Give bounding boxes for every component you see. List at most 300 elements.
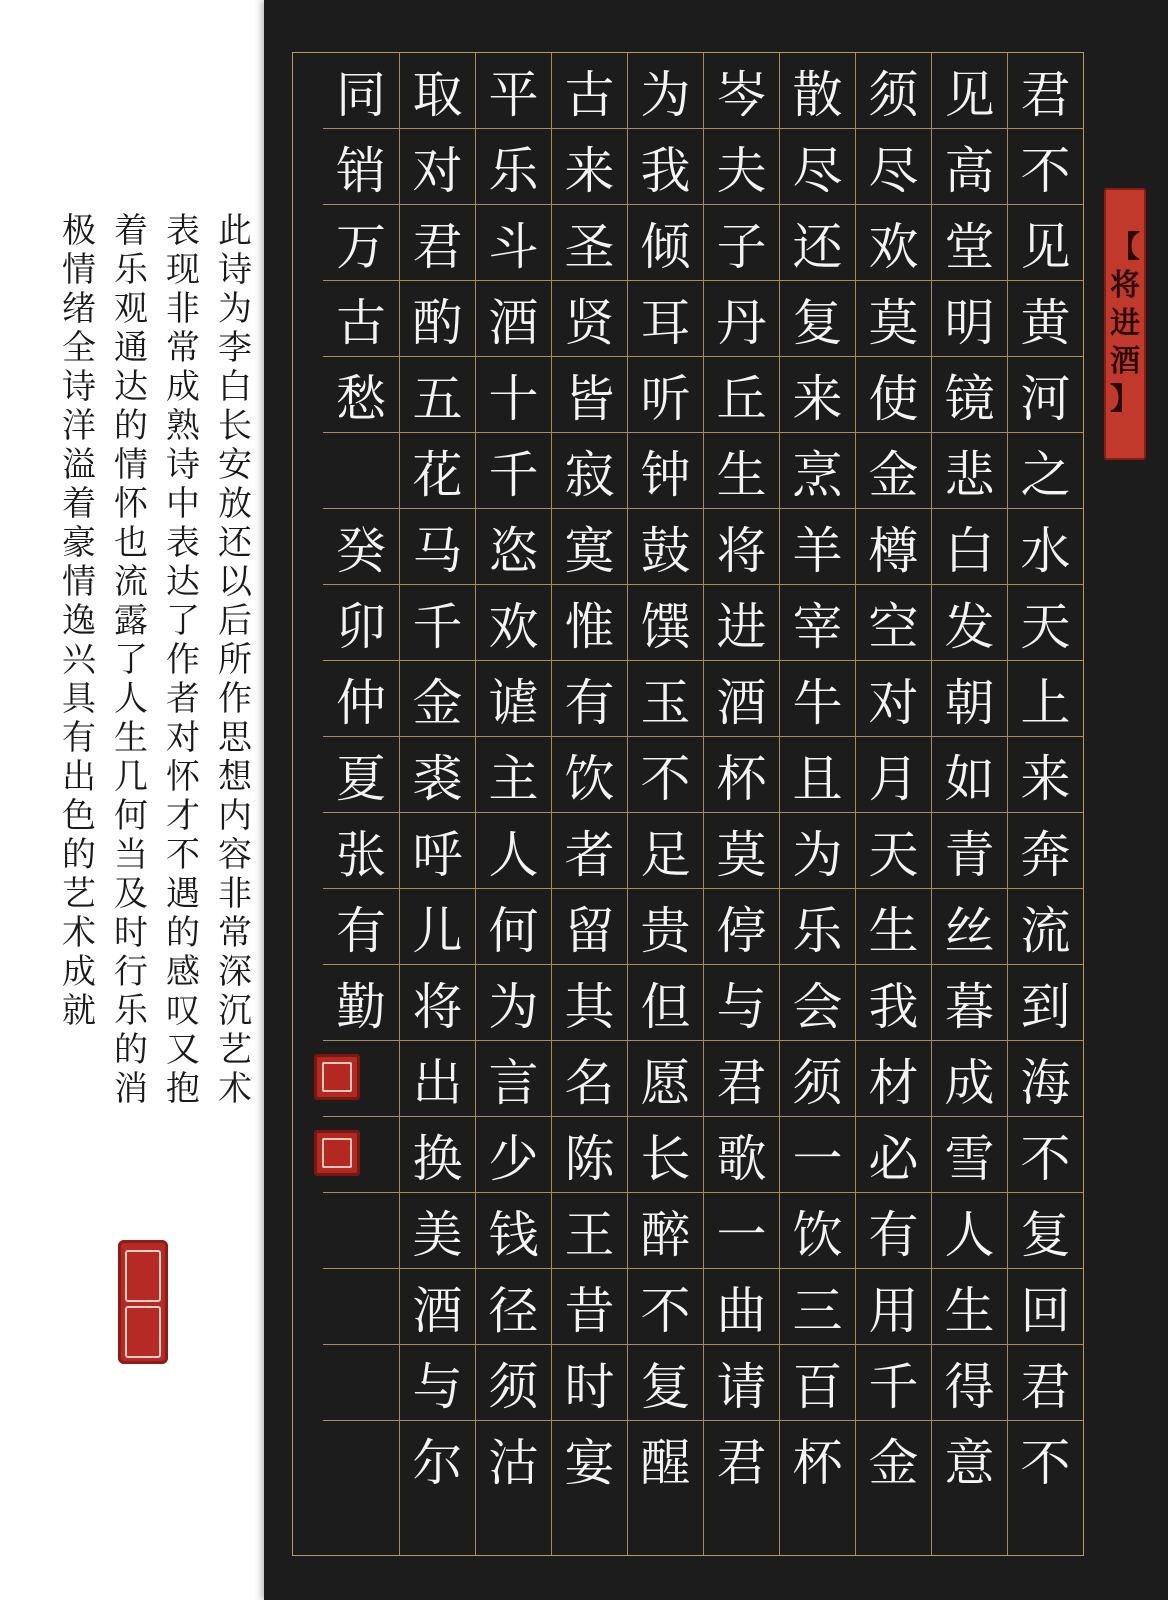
grid-cell: 同 — [323, 53, 399, 129]
grid-cell: 暮 — [932, 965, 1007, 1041]
grid-cell: 醉 — [628, 1193, 703, 1269]
grid-cell: 金 — [868, 1434, 919, 1492]
inscription-char: 所 — [218, 640, 252, 680]
grid-cell: 君 — [1008, 1345, 1083, 1421]
grid-cell: 来 — [1008, 737, 1083, 813]
grid-cell: 岑 — [704, 53, 779, 129]
grid-cell: 请 — [704, 1345, 779, 1421]
grid-cell: 酒 — [704, 661, 779, 737]
grid-cell: 万 — [323, 205, 399, 281]
grid-cell: 癸 — [323, 509, 399, 585]
inscription-char: 时 — [114, 913, 148, 953]
grid-cell: 马 — [400, 509, 475, 585]
inscription-char: 中 — [166, 484, 200, 524]
inscription-char: 成 — [62, 952, 96, 992]
inscription-char: 艺 — [62, 874, 96, 914]
grid-cell: 销 — [323, 129, 399, 205]
inscription-char: 具 — [62, 679, 96, 719]
grid-cell: 饮 — [552, 737, 627, 813]
grid-column — [399, 53, 475, 1555]
grid-cell: 圣 — [552, 205, 627, 281]
grid-cell: 酒 — [476, 281, 551, 357]
grid-cell: 贵 — [628, 889, 703, 965]
inscription-char: 此 — [218, 211, 252, 251]
grid-cell: 十 — [476, 357, 551, 433]
inscription-char: 现 — [166, 250, 200, 290]
grid-column — [779, 53, 855, 1555]
grid-cell: 恣 — [476, 509, 551, 585]
grid-cell: 昔 — [552, 1269, 627, 1345]
grid-cell: 主 — [476, 737, 551, 813]
grid-cell: 皆 — [552, 357, 627, 433]
grid-cell — [323, 433, 399, 509]
inscription-char: 全 — [62, 328, 96, 368]
grid-cell: 夫 — [704, 129, 779, 205]
grid-cell: 上 — [1008, 661, 1083, 737]
inscription-char: 诗 — [62, 367, 96, 407]
grid-cell: 古 — [323, 281, 399, 357]
grid-cell: 儿 — [400, 889, 475, 965]
grid-cell: 与 — [704, 965, 779, 1041]
grid-cell: 一 — [704, 1193, 779, 1269]
inscription-char: 通 — [114, 328, 148, 368]
grid-cell: 子 — [704, 205, 779, 281]
grid-cell: 樽 — [856, 509, 931, 585]
grid-cell: 生 — [704, 433, 779, 509]
inscription-char: 流 — [114, 562, 148, 602]
inscription-char: 对 — [166, 718, 200, 758]
inscription-char: 怀 — [166, 757, 200, 797]
inscription-char: 熟 — [166, 406, 200, 446]
grid-cell: 回 — [1008, 1269, 1083, 1345]
inscription-char: 出 — [62, 757, 96, 797]
grid-cell: 陈 — [552, 1117, 627, 1193]
inscription-char: 遇 — [166, 874, 200, 914]
grid-cell: 径 — [476, 1269, 551, 1345]
grid-cell: 须 — [780, 1041, 855, 1117]
inscription-char: 常 — [218, 913, 252, 953]
inscription-char: 长 — [218, 406, 252, 446]
grid-cell: 钟 — [628, 433, 703, 509]
grid-cell: 散 — [780, 53, 855, 129]
inscription-char: 非 — [218, 874, 252, 914]
inscription-char: 感 — [166, 952, 200, 992]
inscription-char: 思 — [218, 718, 252, 758]
grid-cell: 酌 — [400, 281, 475, 357]
inscription-column — [106, 212, 156, 1212]
inscription-char: 也 — [114, 523, 148, 563]
grid-cell: 一 — [780, 1117, 855, 1193]
grid-cell: 海 — [1008, 1041, 1083, 1117]
grid-cell: 天 — [856, 813, 931, 889]
grid-cell: 为 — [628, 53, 703, 129]
grid-cell: 高 — [932, 129, 1007, 205]
grid-cell: 镜 — [932, 357, 1007, 433]
inscription-char: 豪 — [62, 523, 96, 563]
inscription-char: 就 — [62, 991, 96, 1031]
grid-cell: 羊 — [780, 509, 855, 585]
inscription-char: 逸 — [62, 601, 96, 641]
grid-cell: 为 — [780, 813, 855, 889]
grid-cell: 生 — [856, 889, 931, 965]
grid-cell: 沽 — [488, 1434, 539, 1492]
grid-cell: 寂 — [552, 433, 627, 509]
inscription-char: 不 — [166, 835, 200, 875]
inscription-char: 了 — [114, 640, 148, 680]
inscription-column — [158, 212, 208, 1212]
title-char: 将 — [1110, 268, 1140, 303]
grid-cell: 莫 — [856, 281, 931, 357]
inscription-char: 行 — [114, 952, 148, 992]
grid-cell: 对 — [856, 661, 931, 737]
grid-cell: 用 — [856, 1269, 931, 1345]
inscription-char: 人 — [114, 679, 148, 719]
grid-cell: 饮 — [780, 1193, 855, 1269]
grid-cell: 不 — [1008, 1117, 1083, 1193]
grid-cell: 来 — [780, 357, 855, 433]
grid-cell: 时 — [552, 1345, 627, 1421]
grid-cell: 金 — [856, 433, 931, 509]
inscription-char: 达 — [114, 367, 148, 407]
inscription-char: 情 — [62, 562, 96, 602]
inscription-char: 深 — [218, 952, 252, 992]
grid-cell: 长 — [628, 1117, 703, 1193]
seal-mark-bottom — [125, 1306, 161, 1358]
grid-cell: 朝 — [932, 661, 1007, 737]
inscription-char: 诗 — [218, 250, 252, 290]
inscription-char: 有 — [62, 718, 96, 758]
grid-cell: 取 — [400, 53, 475, 129]
grid-cell: 换 — [400, 1117, 475, 1193]
grid-cell: 白 — [932, 509, 1007, 585]
grid-column — [323, 53, 399, 1555]
inscription-char: 怀 — [114, 484, 148, 524]
grid-cell: 倾 — [628, 205, 703, 281]
grid-cell: 欢 — [476, 585, 551, 661]
grid-cell: 黄 — [1008, 281, 1083, 357]
grid-cell: 欢 — [856, 205, 931, 281]
grid-cell: 乐 — [476, 129, 551, 205]
grid-cell: 君 — [1008, 53, 1083, 129]
inscription-char: 白 — [218, 367, 252, 407]
artist-seal-large — [118, 1240, 168, 1364]
grid-cell: 古 — [552, 53, 627, 129]
grid-cell: 金 — [400, 661, 475, 737]
grid-cell: 不 — [1008, 129, 1083, 205]
inscription-char: 诗 — [166, 445, 200, 485]
seal-mark-top — [125, 1250, 161, 1302]
grid-cell: 得 — [932, 1345, 1007, 1421]
grid-cell: 复 — [628, 1345, 703, 1421]
grid-cell: 呼 — [400, 813, 475, 889]
inscription-char: 安 — [218, 445, 252, 485]
grid-cell: 千 — [476, 433, 551, 509]
grid-cell: 酒 — [400, 1269, 475, 1345]
grid-cell: 平 — [476, 53, 551, 129]
grid-cell: 五 — [400, 357, 475, 433]
grid-cell: 发 — [932, 585, 1007, 661]
grid-cell: 月 — [856, 737, 931, 813]
grid-cell: 曲 — [704, 1269, 779, 1345]
inscription-char: 表 — [166, 211, 200, 251]
inscription-char: 非 — [166, 289, 200, 329]
grid-cell — [323, 1193, 399, 1269]
grid-cell: 乐 — [780, 889, 855, 965]
inscription-char: 当 — [114, 835, 148, 875]
grid-cell: 三 — [780, 1269, 855, 1345]
poem-title-label — [1104, 188, 1146, 460]
inscription-char: 艺 — [218, 1030, 252, 1070]
grid-cell: 玉 — [628, 661, 703, 737]
grid-cell: 且 — [780, 737, 855, 813]
grid-cell: 空 — [856, 585, 931, 661]
grid-cell: 堂 — [932, 205, 1007, 281]
inscription-char: 又 — [166, 1030, 200, 1070]
grid-cell: 卯 — [323, 585, 399, 661]
grid-cell: 愁 — [323, 357, 399, 433]
grid-cell: 对 — [400, 129, 475, 205]
grid-cell: 不 — [628, 1269, 703, 1345]
grid-cell: 千 — [856, 1345, 931, 1421]
inscription-char: 想 — [218, 757, 252, 797]
inscription-char: 消 — [114, 1069, 148, 1109]
grid-cell: 钱 — [476, 1193, 551, 1269]
grid-cell: 有 — [552, 661, 627, 737]
character-grid — [292, 52, 1084, 1556]
inscription-char: 抱 — [166, 1069, 200, 1109]
grid-cell: 君 — [400, 205, 475, 281]
grid-cell: 复 — [780, 281, 855, 357]
inscription-char: 情 — [62, 250, 96, 290]
grid-cell: 惟 — [552, 585, 627, 661]
grid-cell: 出 — [400, 1041, 475, 1117]
grid-cell: 张 — [323, 813, 399, 889]
grid-cell: 丝 — [932, 889, 1007, 965]
inscription-char: 以 — [218, 562, 252, 602]
grid-cell: 裘 — [400, 737, 475, 813]
inscription-char: 的 — [62, 835, 96, 875]
grid-column — [931, 53, 1007, 1555]
grid-cell: 丘 — [704, 357, 779, 433]
grid-column — [551, 53, 627, 1555]
grid-cell: 夏 — [323, 737, 399, 813]
grid-cell: 意 — [944, 1434, 995, 1492]
inscription-char: 才 — [166, 796, 200, 836]
grid-column — [703, 53, 779, 1555]
inscription-char: 几 — [114, 757, 148, 797]
grid-cell: 宴 — [564, 1434, 615, 1492]
grid-cell: 流 — [1008, 889, 1083, 965]
inscription-char: 生 — [114, 718, 148, 758]
grid-cell: 人 — [476, 813, 551, 889]
grid-cell: 雪 — [932, 1117, 1007, 1193]
inscription-char: 的 — [114, 406, 148, 446]
grid-cell: 我 — [856, 965, 931, 1041]
grid-cell: 足 — [628, 813, 703, 889]
inscription-char: 内 — [218, 796, 252, 836]
grid-column — [627, 53, 703, 1555]
grid-cell: 天 — [1008, 585, 1083, 661]
inscription-char: 情 — [114, 445, 148, 485]
inscription-char: 及 — [114, 874, 148, 914]
inscription-char: 溢 — [62, 445, 96, 485]
inscription-char: 还 — [218, 523, 252, 563]
inscription-column — [210, 212, 260, 1212]
inscription-char: 极 — [62, 211, 96, 251]
inscription-char: 术 — [62, 913, 96, 953]
inscription-char: 为 — [218, 289, 252, 329]
inscription-char: 成 — [166, 367, 200, 407]
grid-cell: 为 — [476, 965, 551, 1041]
inscription-char: 容 — [218, 835, 252, 875]
grid-column — [1007, 53, 1083, 1555]
grid-cell: 须 — [476, 1345, 551, 1421]
grid-cell: 将 — [400, 965, 475, 1041]
grid-cell: 生 — [932, 1269, 1007, 1345]
inscription-column — [54, 212, 104, 1212]
grid-cell: 使 — [856, 357, 931, 433]
grid-cell: 斗 — [476, 205, 551, 281]
inscription-char: 的 — [166, 913, 200, 953]
inscription-char: 绪 — [62, 289, 96, 329]
inscription-char: 者 — [166, 679, 200, 719]
grid-cell: 如 — [932, 737, 1007, 813]
grid-cell: 还 — [780, 205, 855, 281]
grid-cell: 牛 — [780, 661, 855, 737]
inscription-char: 乐 — [114, 250, 148, 290]
grid-cell: 君 — [716, 1434, 767, 1492]
grid-cell: 言 — [476, 1041, 551, 1117]
grid-cell: 留 — [552, 889, 627, 965]
inscription-char: 着 — [62, 484, 96, 524]
grid-cell: 到 — [1008, 965, 1083, 1041]
inscription-char: 乐 — [114, 991, 148, 1031]
grid-column — [855, 53, 931, 1555]
inscription-char: 放 — [218, 484, 252, 524]
grid-cell: 但 — [628, 965, 703, 1041]
grid-cell: 明 — [932, 281, 1007, 357]
grid-cell: 河 — [1008, 357, 1083, 433]
inscription-char: 作 — [218, 679, 252, 719]
grid-cell: 有 — [323, 889, 399, 965]
inscription-char: 了 — [166, 601, 200, 641]
grid-cell: 宰 — [780, 585, 855, 661]
black-paper-panel — [264, 0, 1168, 1600]
grid-cell: 须 — [856, 53, 931, 129]
inscription-char: 何 — [114, 796, 148, 836]
inscription-char: 达 — [166, 562, 200, 602]
grid-cell: 杯 — [704, 737, 779, 813]
grid-cell: 进 — [704, 585, 779, 661]
grid-cell: 人 — [932, 1193, 1007, 1269]
grid-cell: 悲 — [932, 433, 1007, 509]
grid-cell — [323, 1269, 399, 1345]
grid-cell: 来 — [552, 129, 627, 205]
grid-cell: 王 — [552, 1193, 627, 1269]
inscription-char: 叹 — [166, 991, 200, 1031]
grid-cell: 复 — [1008, 1193, 1083, 1269]
grid-cell: 烹 — [780, 433, 855, 509]
grid-cell: 勤 — [323, 965, 399, 1041]
grid-cell: 少 — [476, 1117, 551, 1193]
grid-cell: 花 — [400, 433, 475, 509]
grid-cell: 丹 — [704, 281, 779, 357]
grid-cell: 馔 — [628, 585, 703, 661]
grid-cell: 歌 — [704, 1117, 779, 1193]
grid-cell: 青 — [932, 813, 1007, 889]
grid-cell: 我 — [628, 129, 703, 205]
inscription-char: 露 — [114, 601, 148, 641]
grid-cell: 听 — [628, 357, 703, 433]
grid-cell: 有 — [856, 1193, 931, 1269]
grid-cell: 见 — [932, 53, 1007, 129]
grid-cell: 贤 — [552, 281, 627, 357]
grid-cell: 尔 — [412, 1434, 463, 1492]
grid-cell: 美 — [400, 1193, 475, 1269]
grid-cell: 之 — [1008, 433, 1083, 509]
name-seal-upper — [314, 1054, 360, 1100]
inscription-char: 洋 — [62, 406, 96, 446]
grid-cell: 水 — [1008, 509, 1083, 585]
grid-cell: 将 — [704, 509, 779, 585]
grid-cell — [323, 1345, 399, 1421]
grid-cell: 不 — [628, 737, 703, 813]
inscription-char: 作 — [166, 640, 200, 680]
grid-cell: 见 — [1008, 205, 1083, 281]
grid-cell: 愿 — [628, 1041, 703, 1117]
grid-cell: 必 — [856, 1117, 931, 1193]
grid-cell: 谑 — [476, 661, 551, 737]
side-inscription — [52, 212, 260, 1212]
grid-cell: 耳 — [628, 281, 703, 357]
inscription-char: 术 — [218, 1069, 252, 1109]
grid-cell: 寞 — [552, 509, 627, 585]
inscription-char: 常 — [166, 328, 200, 368]
grid-cell: 仲 — [323, 661, 399, 737]
grid-cell: 鼓 — [628, 509, 703, 585]
grid-cell: 名 — [552, 1041, 627, 1117]
grid-cell: 者 — [552, 813, 627, 889]
inscription-char: 着 — [114, 211, 148, 251]
grid-cell: 尽 — [856, 129, 931, 205]
title-char: 进 — [1110, 306, 1140, 341]
grid-cell: 君 — [704, 1041, 779, 1117]
inscription-char: 的 — [114, 1030, 148, 1070]
grid-cell: 杯 — [792, 1434, 843, 1492]
inscription-char: 沉 — [218, 991, 252, 1031]
inscription-char: 观 — [114, 289, 148, 329]
title-char: 【 — [1110, 230, 1140, 265]
name-seal-lower — [314, 1130, 360, 1176]
inscription-char: 兴 — [62, 640, 96, 680]
inscription-char: 色 — [62, 796, 96, 836]
grid-cell: 停 — [704, 889, 779, 965]
grid-cell: 莫 — [704, 813, 779, 889]
grid-cell: 百 — [780, 1345, 855, 1421]
grid-cell: 会 — [780, 965, 855, 1041]
grid-cell: 其 — [552, 965, 627, 1041]
grid-column — [475, 53, 551, 1555]
inscription-char: 李 — [218, 328, 252, 368]
grid-cell: 何 — [476, 889, 551, 965]
grid-cell: 与 — [400, 1345, 475, 1421]
grid-cell: 材 — [856, 1041, 931, 1117]
grid-cell: 醒 — [640, 1434, 691, 1492]
title-char: 酒 — [1110, 344, 1140, 379]
inscription-char: 后 — [218, 601, 252, 641]
inscription-char: 表 — [166, 523, 200, 563]
grid-cell — [323, 1421, 399, 1497]
